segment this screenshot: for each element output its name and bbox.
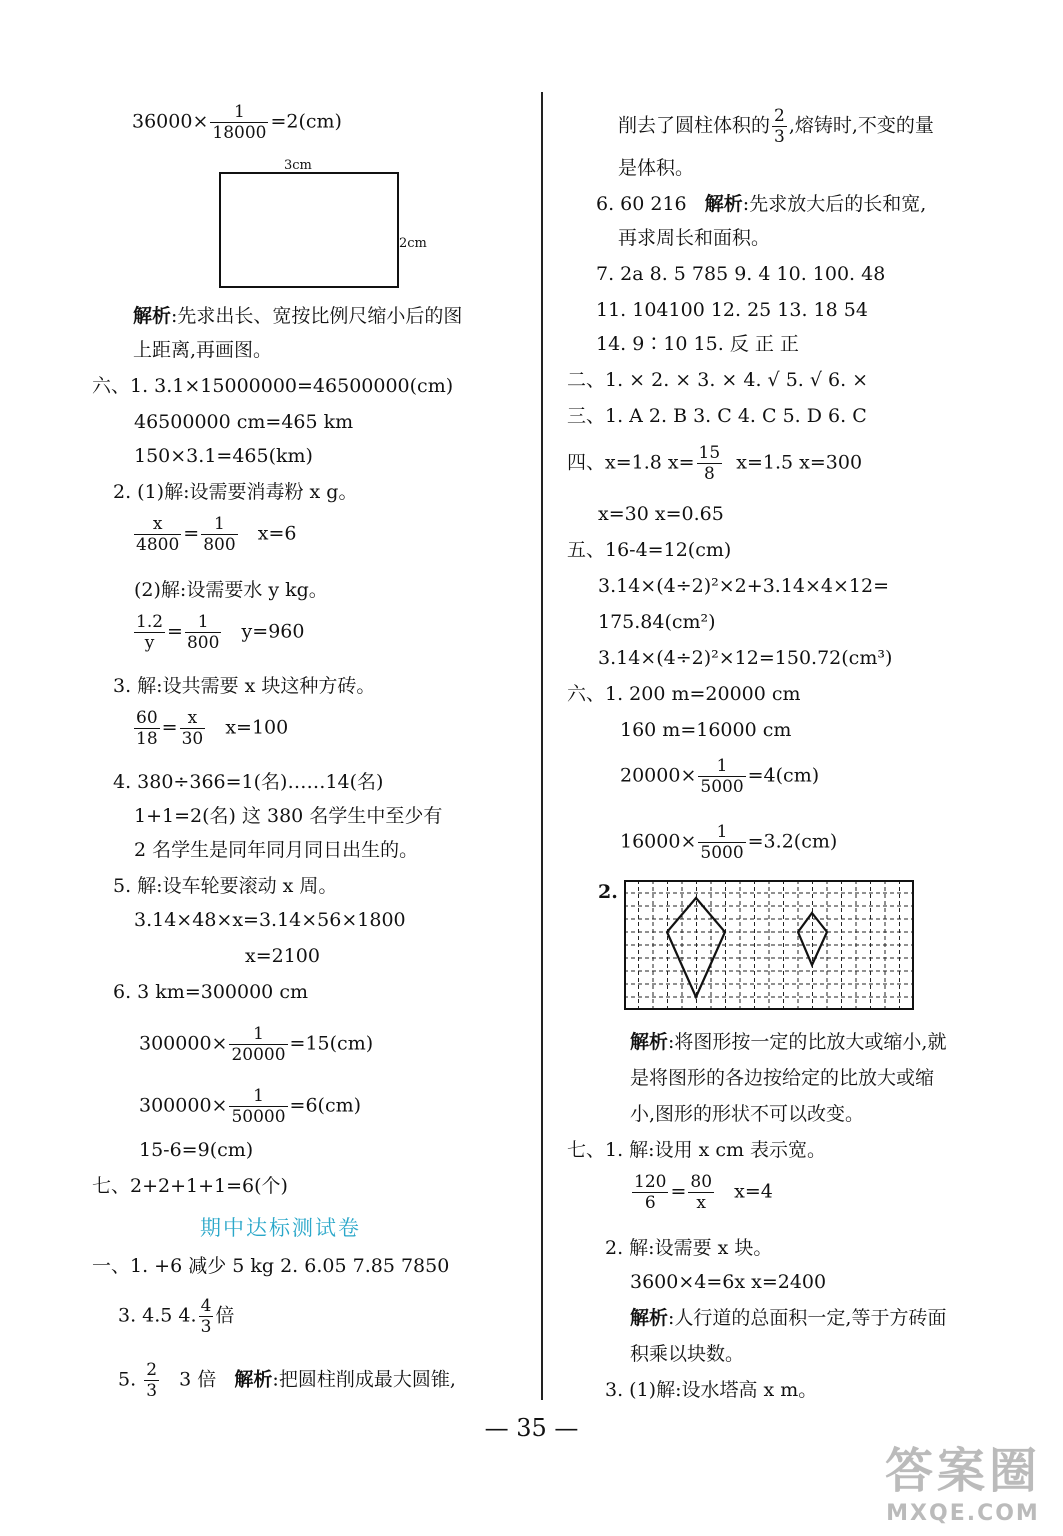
page-number: — 35 —: [484, 1414, 579, 1442]
left-line-19: 6. 3 km=300000 cm: [113, 981, 308, 1003]
rect-width-label: 3cm: [284, 158, 312, 173]
right-line-14: 175.84(cm²): [598, 611, 716, 633]
right-line-8: 二、1. × 2. × 3. × 4. √ 5. √ 6. ×: [567, 369, 869, 391]
right-line-3: 6. 60 216 解析:先求放大后的长和宽,: [596, 193, 927, 215]
left-line-10: $\frac{1.2}{y}$ = $\frac{1}{800}$ y=960: [136, 612, 305, 653]
section-title: 期中达标测试卷: [200, 1216, 361, 1240]
scale-rectangle: [219, 172, 399, 288]
right-line-21: 解析:将图形按一定的比放大或缩小,就: [630, 1031, 947, 1053]
right-line-9: 三、1. A 2. B 3. C 4. C 5. D 6. C: [567, 405, 867, 427]
large-kite: [667, 898, 725, 997]
left-line-2: 解析:先求出长、宽按比例尺缩小后的图: [133, 305, 463, 327]
left-line-11: 3. 解:设共需要 x 块这种方砖。: [113, 675, 376, 697]
left-line-22: 15-6=9(cm): [139, 1139, 254, 1161]
left-line-13: 4. 380÷366=1(名)……14(名): [113, 771, 384, 793]
watermark-logo: 答案圈 MXQE.COM: [884, 1443, 1041, 1526]
left-line-21: 300000× $\frac{1}{50000}$ =6(cm): [139, 1086, 362, 1127]
left-line-25: 3. 4.5 4. $\frac{4}{3}$ 倍: [118, 1296, 235, 1337]
left-line-17: 3.14×48×x=3.14×56×1800: [134, 909, 406, 931]
right-line-2: 是体积。: [618, 157, 695, 179]
right-line-26: 2. 解:设需要 x 块。: [605, 1237, 773, 1259]
right-line-30: 3. (1)解:设水塔高 x m。: [605, 1379, 818, 1401]
right-line-5: 7. 2a 8. 5 785 9. 4 10. 100. 48: [596, 263, 886, 285]
right-line-28: 解析:人行道的总面积一定,等于方砖面: [630, 1307, 947, 1329]
left-line-5: 46500000 cm=465 km: [134, 411, 354, 433]
left-line-24: 一、1. +6 减少 5 kg 2. 6.05 7.85 7850: [92, 1255, 450, 1277]
right-line-18: 20000× $\frac{1}{5000}$ =4(cm): [620, 756, 820, 797]
left-line-12: $\frac{60}{18}$ = $\frac{x}{30}$ x=100: [136, 708, 289, 749]
right-line-13: 3.14×(4÷2)²×2+3.14×4×12=: [598, 575, 890, 597]
right-line-12: 五、16-4=12(cm): [567, 539, 732, 561]
left-line-4: 六、1. 3.1×15000000=46500000(cm): [92, 375, 454, 397]
right-line-16: 六、1. 200 m=20000 cm: [567, 683, 801, 705]
right-line-25: $\frac{120}{6}$ = $\frac{80}{x}$ x=4: [634, 1172, 773, 1213]
left-line-8: $\frac{x}{4800}$ = $\frac{1}{800}$ x=6: [136, 514, 297, 555]
left-line-15: 2 名学生是同年同月同日出生的。: [134, 839, 419, 861]
left-line-14: 1+1=2(名) 这 380 名学生中至少有: [134, 805, 443, 827]
right-line-24: 七、1. 解:设用 x cm 表示宽。: [567, 1139, 827, 1161]
right-line-1: 削去了圆柱体积的 $\frac{2}{3}$ ,熔铸时,不变的量: [618, 106, 934, 147]
right-line-4: 再求周长和面积。: [618, 227, 771, 249]
right-line-22: 是将图形的各边按给定的比放大或缩: [630, 1067, 935, 1089]
right-line-15: 3.14×(4÷2)²×12=150.72(cm³): [598, 647, 893, 669]
right-line-27: 3600×4=6x x=2400: [630, 1271, 827, 1293]
right-line-20: 2.: [598, 881, 618, 903]
left-line-9: (2)解:设需要水 y kg。: [134, 579, 328, 601]
kite-grid-figure: [624, 880, 914, 1010]
grid-lines: [624, 880, 914, 1010]
right-line-10: 四、x=1.8 x= $\frac{15}{8}$ x=1.5 x=300: [567, 443, 863, 484]
right-line-23: 小,图形的形状不可以改变。: [630, 1103, 865, 1125]
right-line-7: 14. 9∶10 15. 反 正 正: [596, 333, 799, 355]
left-line-18: x=2100: [245, 945, 320, 967]
right-line-19: 16000× $\frac{1}{5000}$ =3.2(cm): [620, 822, 838, 863]
right-line-29: 积乘以块数。: [630, 1343, 745, 1365]
right-line-17: 160 m=16000 cm: [620, 719, 792, 741]
column-divider: [541, 92, 543, 1400]
left-line-20: 300000× $\frac{1}{20000}$ =15(cm): [139, 1024, 374, 1065]
left-line-26: 5. $\frac{2}{3}$ 3 倍 解析:把圆柱削成最大圆锥,: [118, 1360, 456, 1401]
left-line-7: 2. (1)解:设需要消毒粉 x g。: [113, 481, 358, 503]
rect-height-label: 2cm: [399, 236, 427, 251]
left-line-16: 5. 解:设车轮要滚动 x 周。: [113, 875, 338, 897]
right-line-6: 11. 104100 12. 25 13. 18 54: [596, 299, 868, 321]
left-line-6: 150×3.1=465(km): [134, 445, 313, 467]
left-line-1: 36000× $\frac{1}{18000}$ =2(cm): [132, 102, 342, 143]
left-line-3: 上距离,再画图。: [133, 339, 273, 361]
right-line-11: x=30 x=0.65: [598, 503, 724, 525]
left-line-23: 七、2+2+1+1=6(个): [92, 1175, 288, 1197]
